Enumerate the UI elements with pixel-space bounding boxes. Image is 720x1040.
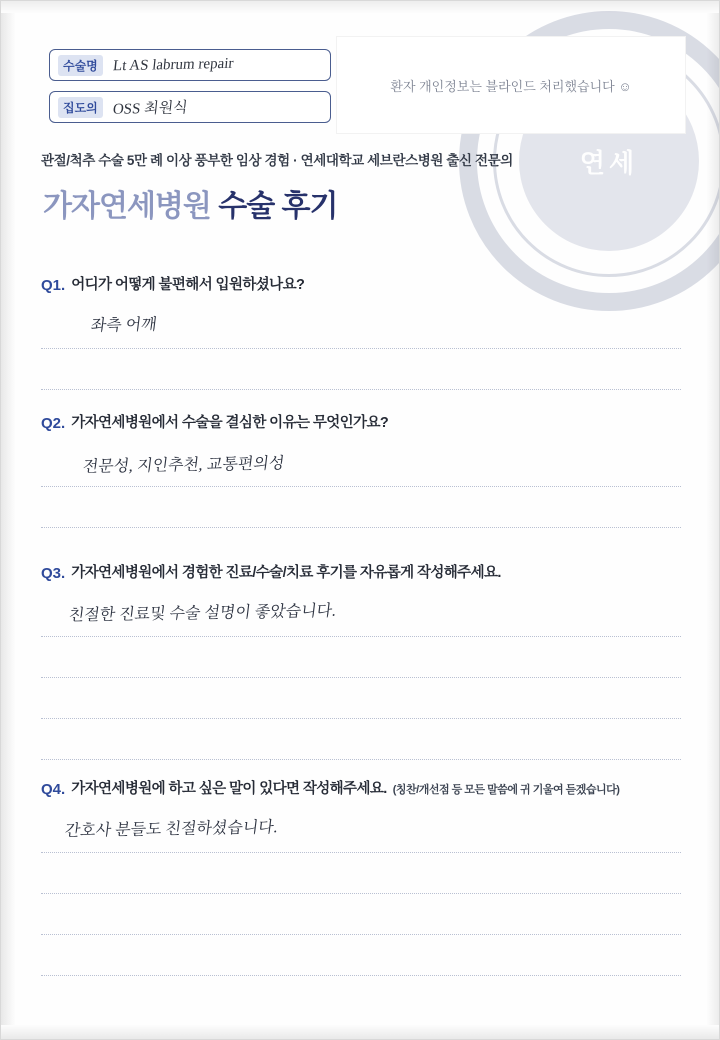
answer-line xyxy=(41,487,681,528)
answer-line xyxy=(41,935,681,976)
answer-line xyxy=(41,349,681,390)
question-block-4 xyxy=(41,777,681,976)
answer-line xyxy=(41,719,681,760)
answer-lines xyxy=(41,308,681,390)
question-head xyxy=(41,777,681,798)
handwritten-answer: 간호사 분들도 친절하셨습니다. xyxy=(63,819,279,840)
paper-edge-left xyxy=(1,1,15,1040)
question-number: Q3. xyxy=(41,565,66,582)
question-text: 가자연세병원에서 수술을 결심한 이유는 무엇인가요? xyxy=(71,415,389,431)
field-handwritten-value: Lt AS labrum repair xyxy=(112,55,235,74)
handwritten-answer: 친절한 진료및 수술 설명이 좋았습니다. xyxy=(67,602,338,625)
page-title-brand: 가자연세병원 xyxy=(43,190,211,223)
question-text: 가자연세병원에 하고 싶은 말이 있다면 작성해주세요. xyxy=(71,781,387,797)
answer-line xyxy=(41,446,681,487)
privacy-blind-notice: 환자 개인정보는 블라인드 처리했습니다 ☺ xyxy=(337,37,685,133)
field-label: 수술명 xyxy=(58,55,103,76)
answer-line xyxy=(41,596,681,637)
answer-line xyxy=(41,678,681,719)
question-number: Q2. xyxy=(41,415,66,432)
question-number: Q4. xyxy=(41,781,66,798)
page-title-strong: 수술 후기 xyxy=(218,190,338,223)
answer-line xyxy=(41,637,681,678)
question-hint: (칭찬/개선점 등 모든 말씀에 귀 기울여 듣겠습니다) xyxy=(392,784,620,796)
handwritten-answer: 좌측 어깨 xyxy=(89,316,158,335)
question-block-3 xyxy=(41,561,681,760)
paper-edge-right xyxy=(707,1,719,1040)
field-handwritten-value: OSS 최원식 xyxy=(111,99,189,118)
page-title xyxy=(43,181,338,225)
answer-line xyxy=(41,853,681,894)
seal-text: 연세 xyxy=(579,147,639,178)
answer-line xyxy=(41,894,681,935)
question-block-1 xyxy=(41,273,681,390)
answer-line xyxy=(41,812,681,853)
answer-lines xyxy=(41,446,681,528)
header-subtitle: 관절/척추 수술 5만 례 이상 풍부한 임상 경험 · 연세대학교 세브란스병원 출신 전문의 xyxy=(41,153,513,168)
paper-edge-bottom xyxy=(1,1025,720,1039)
answer-lines xyxy=(41,812,681,976)
field-label: 집도의 xyxy=(58,97,103,118)
question-head xyxy=(41,411,681,432)
paper-edge-top xyxy=(1,1,720,13)
question-text: 어디가 어떻게 불편해서 입원하셨나요? xyxy=(71,277,305,293)
surgery-info-boxes xyxy=(49,49,331,133)
answer-line xyxy=(41,308,681,349)
answer-lines xyxy=(41,596,681,760)
question-head xyxy=(41,561,681,582)
field-surgery-name xyxy=(49,49,331,81)
question-block-2 xyxy=(41,411,681,528)
question-head xyxy=(41,273,681,294)
handwritten-answer: 전문성, 지인추천, 교통편의성 xyxy=(81,455,286,476)
question-text: 가자연세병원에서 경험한 진료/수술/치료 후기를 자유롭게 작성해주세요. xyxy=(71,565,501,581)
question-number: Q1. xyxy=(41,277,66,294)
field-surgeon xyxy=(49,91,331,123)
